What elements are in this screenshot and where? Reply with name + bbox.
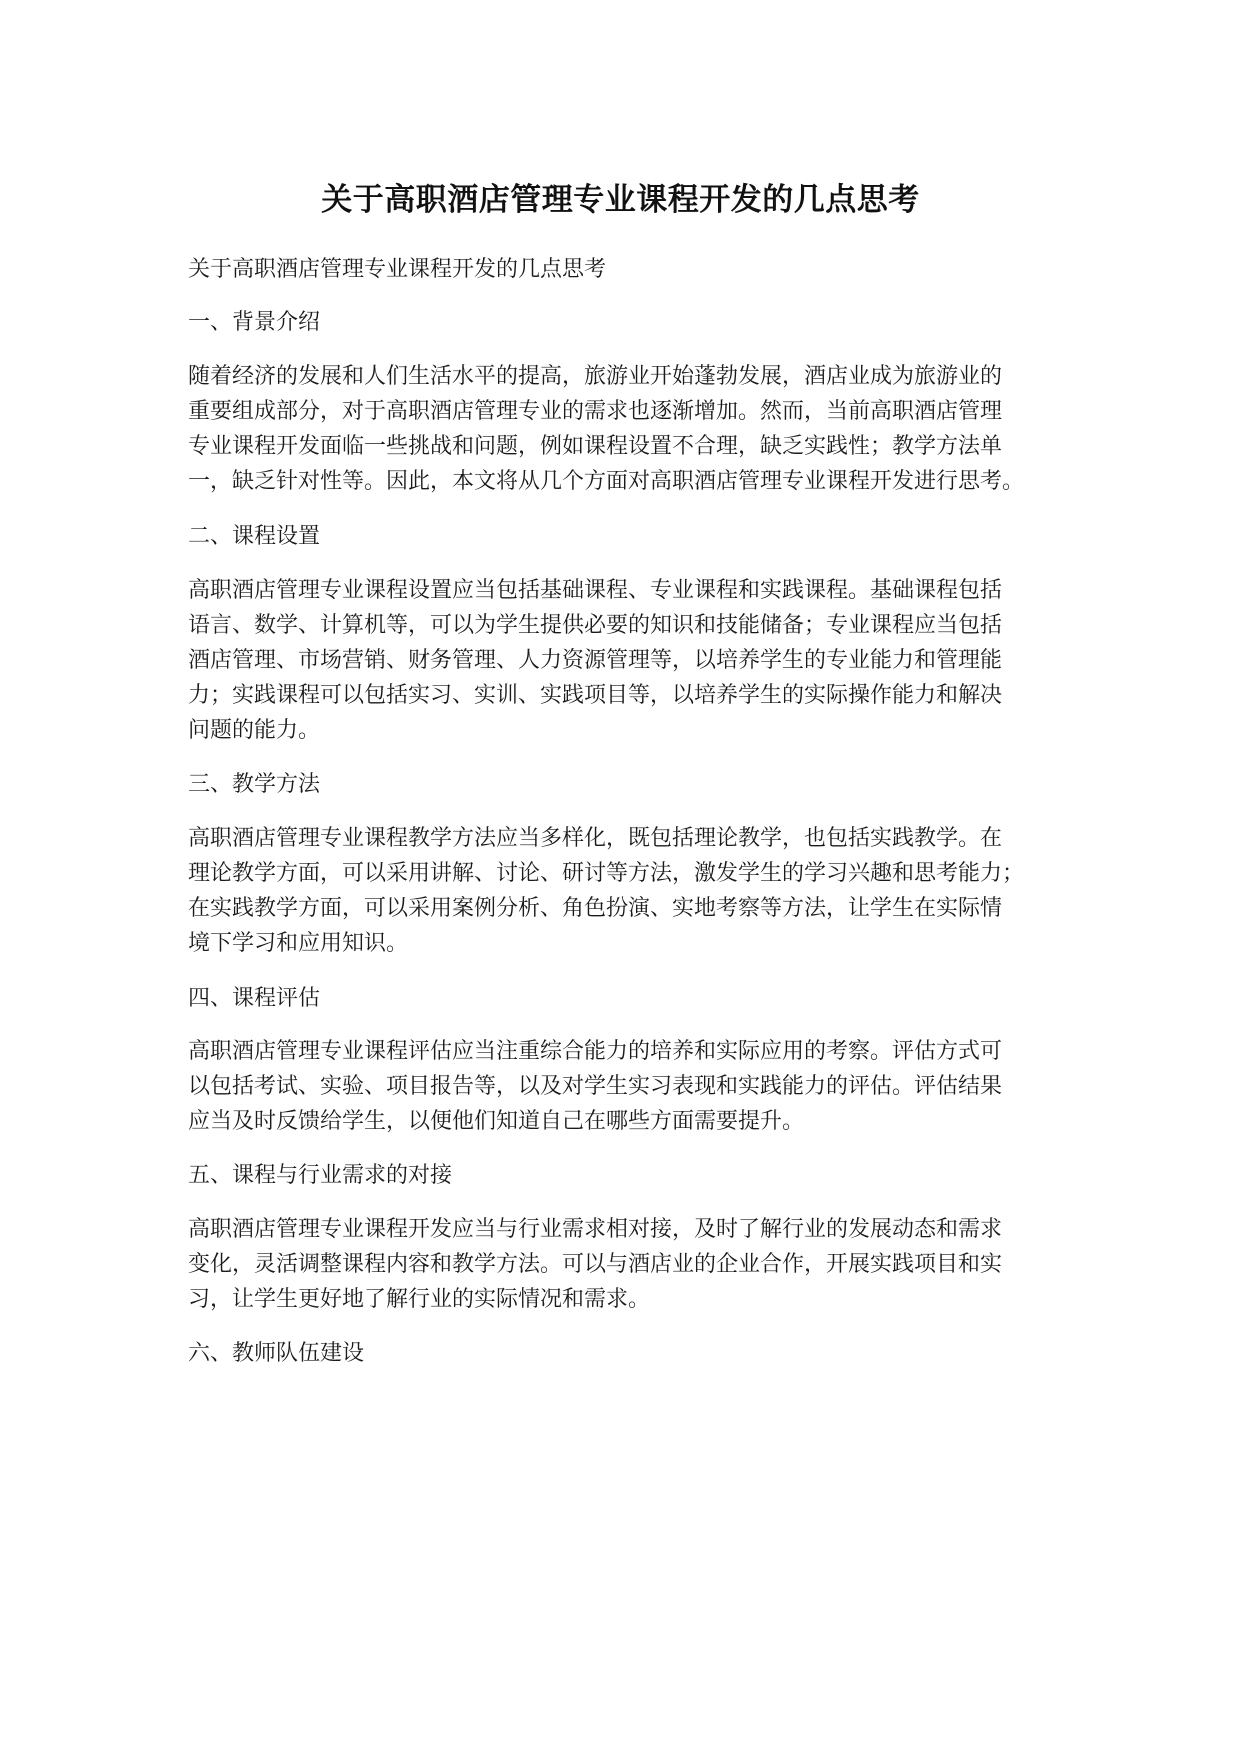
paragraph-line: 高职酒店管理专业课程教学方法应当多样化，既包括理论教学，也包括实践教学。在 (188, 826, 1003, 851)
paragraph-line: 随着经济的发展和人们生活水平的提高，旅游业开始蓬勃发展，酒店业成为旅游业的 (188, 364, 1003, 389)
document-subtitle: 关于高职酒店管理专业课程开发的几点思考 (188, 257, 607, 282)
paragraph-line: 力；实践课程可以包括实习、实训、实践项目等，以培养学生的实际操作能力和解决 (188, 683, 1003, 708)
section-heading-assessment: 四、课程评估 (188, 986, 321, 1011)
paragraph-line: 问题的能力。 (188, 718, 321, 743)
section-heading-curriculum: 二、课程设置 (188, 524, 321, 549)
paragraph-line: 高职酒店管理专业课程评估应当注重综合能力的培养和实际应用的考察。评估方式可 (188, 1039, 1003, 1064)
paragraph-line: 一，缺乏针对性等。因此，本文将从几个方面对高职酒店管理专业课程开发进行思考。 (188, 469, 1025, 494)
paragraph-line: 习，让学生更好地了解行业的实际情况和需求。 (188, 1287, 651, 1312)
section-heading-faculty: 六、教师队伍建设 (188, 1341, 365, 1366)
paragraph-line: 高职酒店管理专业课程设置应当包括基础课程、专业课程和实践课程。基础课程包括 (188, 578, 1003, 603)
document-title: 关于高职酒店管理专业课程开发的几点思考 (321, 182, 920, 218)
section-heading-industry-alignment: 五、课程与行业需求的对接 (188, 1163, 453, 1188)
paragraph-line: 变化，灵活调整课程内容和教学方法。可以与酒店业的企业合作，开展实践项目和实 (188, 1252, 1003, 1277)
paragraph-line: 语言、数学、计算机等，可以为学生提供必要的知识和技能储备；专业课程应当包括 (188, 613, 1003, 638)
paragraph-line: 应当及时反馈给学生，以便他们知道自己在哪些方面需要提升。 (188, 1109, 805, 1134)
paragraph-line: 高职酒店管理专业课程开发应当与行业需求相对接，及时了解行业的发展动态和需求 (188, 1217, 1003, 1242)
paragraph-line: 在实践教学方面，可以采用案例分析、角色扮演、实地考察等方法，让学生在实际情 (188, 896, 1003, 921)
paragraph-line: 理论教学方面，可以采用讲解、讨论、研讨等方法，激发学生的学习兴趣和思考能力； (188, 861, 1025, 886)
paragraph-line: 酒店管理、市场营销、财务管理、人力资源管理等，以培养学生的专业能力和管理能 (188, 648, 1003, 673)
section-heading-background: 一、背景介绍 (188, 310, 321, 335)
paragraph-line: 专业课程开发面临一些挑战和问题，例如课程设置不合理，缺乏实践性；教学方法单 (188, 434, 1003, 459)
paragraph-line: 以包括考试、实验、项目报告等，以及对学生实习表现和实践能力的评估。评估结果 (188, 1074, 1003, 1099)
paragraph-line: 重要组成部分，对于高职酒店管理专业的需求也逐渐增加。然而，当前高职酒店管理 (188, 399, 1003, 424)
paragraph-line: 境下学习和应用知识。 (188, 931, 409, 956)
section-heading-teaching-methods: 三、教学方法 (188, 772, 321, 797)
